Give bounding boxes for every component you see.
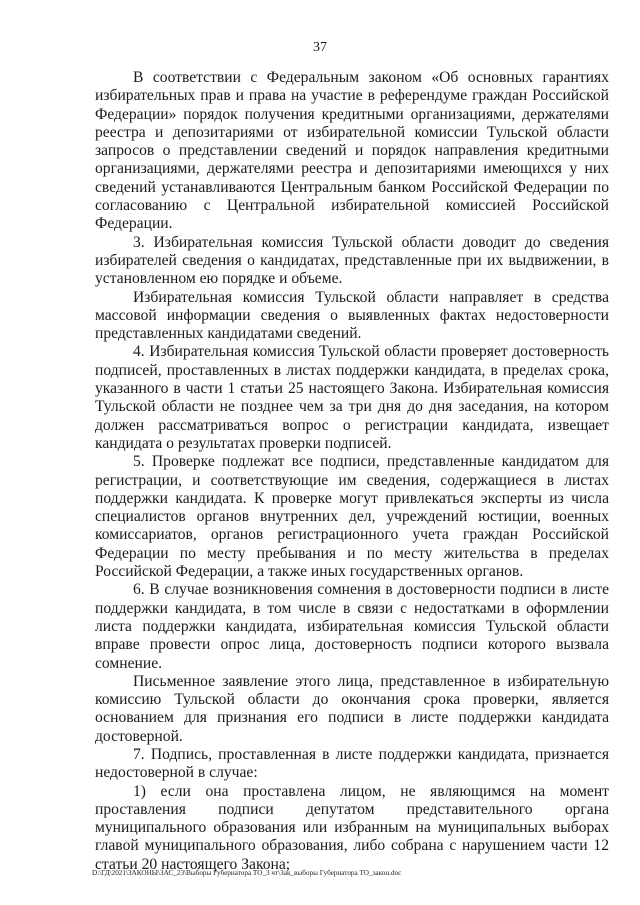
paragraph-item-5: 5. Проверке подлежат все подписи, представленные кандидатом для регистрации, и соответствующие им сведения, содержащиеся в листах поддержки кандидата. К проверке могут привлекаться эксперты из числа специалистов органов внутренних дел, учреждений юстиции, военных комиссариатов, органов регистрационного учета граждан Российской Федерации по месту пребывания и по месту жительства в пределах Российской Федерации, а также иных государственных органов. — [95, 453, 609, 581]
page-number: 37 — [313, 40, 327, 55]
paragraph-item-3: 3. Избирательная комиссия Тульской области доводит до сведения избирателей сведения о кандидатах, представленные при их выдвижении, в установленном ею порядке и объеме. — [95, 233, 609, 288]
paragraph-media-notice: Избирательная комиссия Тульской области направляет в средства массовой информации сведения о выявленных фактах недостоверности представленных кандидатами сведений. — [95, 288, 609, 343]
paragraph-item-4: 4. Избирательная комиссия Тульской области проверяет достоверность подписей, проставленных в листах поддержки кандидата, в пределах срока, указанного в части 1 статьи 25 настоящего Закона. Избирательная комиссия Тульской области не позднее чем за три дня до дня заседания, на котором должен рассматриваться вопрос о регистрации кандидата, извещает кандидата о результатах проверки подписей. — [95, 343, 609, 452]
document-body — [95, 69, 609, 874]
paragraph-item-6: 6. В случае возникновения сомнения в достоверности подписи в листе поддержки кандидата, в том числе в связи с недостатками в оформлении листа поддержки кандидата, избирательная комиссия Тульской области вправе провести опрос лица, достоверность подписи которого вызвала сомнение. — [95, 581, 609, 672]
paragraph-federal-law: В соответствии с Федеральным законом «Об основных гарантиях избирательных прав и права на участие в референдуме граждан Российской Федерации» порядок получения кредитными организациями, держателями реестра и депозитариями от избирательной комиссии Тульской области запросов о представлении сведений и порядок направления кредитными организациями, держателями реестра и депозитариями имеющихся у них сведений устанавливаются Центральным банком Российской Федерации по согласованию с Центральной избирательной комиссией Российской Федерации. — [95, 69, 609, 233]
paragraph-item-7: 7. Подпись, проставленная в листе поддержки кандидата, признается недостоверной в случае: — [95, 745, 609, 782]
paragraph-written-statement: Письменное заявление этого лица, представленное в избирательную комиссию Тульской области до окончания срока проверки, является основанием для признания его подписи в листе поддержки кандидата достоверной. — [95, 672, 609, 745]
paragraph-item-7-1: 1) если она проставлена лицом, не являющимся на момент проставления подписи депутатом представительного органа муниципального образования или избранным на муниципальных выборах главой муниципального образования, либо собрана с нарушением части 12 статьи 20 настоящего Закона; — [95, 782, 609, 873]
footer-file-path: D:\ГД\2021\ЗАКОНЫ\ЗАС_23\Выборы Губернатора ТО_3 чт\Зак_выборы Губернатора ТО_закон.doc — [92, 869, 402, 877]
